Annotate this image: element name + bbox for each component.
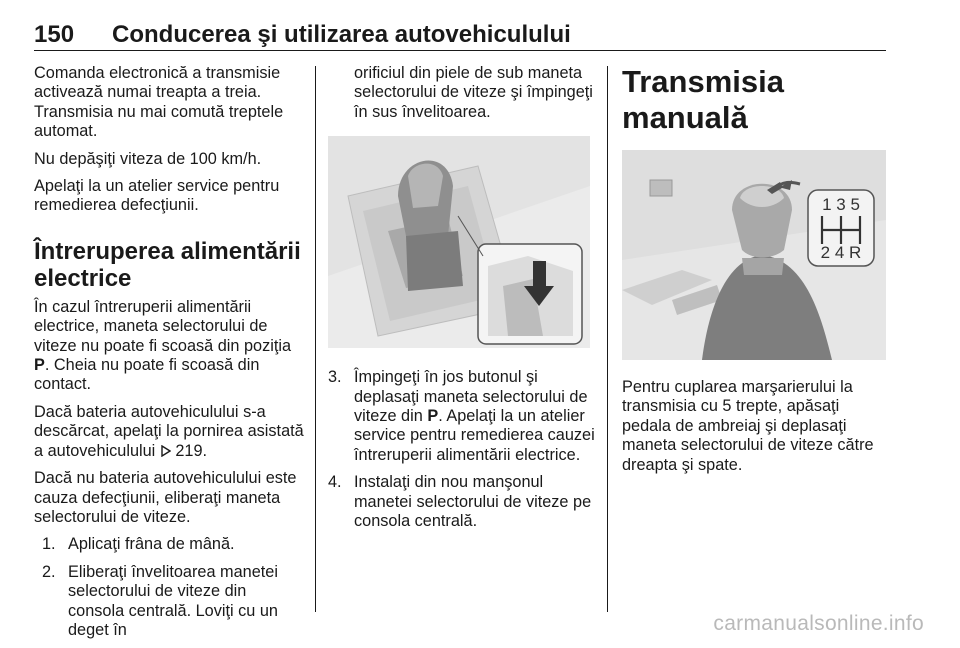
paragraph: Nu depăşiţi viteza de 100 km/h.: [34, 149, 262, 168]
column-divider: [607, 66, 608, 612]
section-heading: Întreruperea alimentării electrice: [34, 237, 301, 292]
paragraph: Pentru cuplarea marşarierului la transmisia cu 5 trepte, apăsaţi pedala de ambreiaj şi deplasaţi maneta selectorului de viteze către dreapta şi spate.: [622, 378, 874, 474]
column-2: [328, 64, 596, 539]
paragraph: Apelaţi la un atelier service pentru remedierea defecţiunii.: [34, 177, 280, 215]
paragraph: Comanda electronică a transmisie activează numai treapta a treia. Transmisia nu mai comută treptele automat.: [34, 64, 284, 141]
list-item: 4. Instalaţi din nou manşonul manetei selectorului de viteze pe consola centrală.: [328, 473, 592, 531]
paragraph: Dacă nu bateria autovehiculului este cauza defecţiunii, eliberaţi maneta selectorului de viteze.: [34, 469, 297, 526]
step-list: [328, 368, 596, 531]
column-divider: [315, 66, 316, 612]
list-item: 2. Eliberaţi învelitoarea manetei selectorului de viteze din consola centrală. Loviţi cu un deget în: [42, 562, 278, 639]
section-title: Transmisia manuală: [622, 64, 784, 135]
automatic-selector-lever-illustration: [328, 136, 590, 348]
watermark: carmanualsonline.info: [713, 612, 924, 635]
gear-pattern-top: 1 3 5: [822, 195, 860, 214]
page-number: 150: [34, 21, 75, 48]
paragraph: Dacă bateria autovehiculului s-a descărcat, apelaţi la pornirea asistată a autovehiculului 219.: [34, 402, 304, 460]
column-3: [622, 64, 892, 483]
paragraph: În cazul întreruperii alimentării electrice, maneta selectorului de viteze nu poate fi scoasă din poziţia P. Cheia nu poate fi scoasă din contact.: [34, 297, 292, 394]
step-list: [34, 535, 304, 640]
manual-gear-lever-illustration: [622, 150, 886, 360]
list-item: 1. Aplicaţi frâna de mână.: [42, 535, 235, 554]
gear-pattern-bottom: 2 4 R: [820, 243, 862, 262]
list-item: 3. Împingeţi în jos butonul şi deplasaţi maneta selectorului de viteze din P. Apelaţi la un atelier service pentru remedierea cauzei întreruperii alimentării electrice.: [328, 368, 595, 464]
running-title: Conducerea şi utilizarea autovehiculului: [112, 21, 571, 48]
triangle-ref-icon: [160, 445, 171, 457]
column-1: [34, 64, 304, 648]
page-header: [34, 0, 886, 51]
paragraph-continuation: orificiul din piele de sub maneta selectorului de viteze şi împingeţi în sus învelitoarea.: [354, 64, 593, 121]
